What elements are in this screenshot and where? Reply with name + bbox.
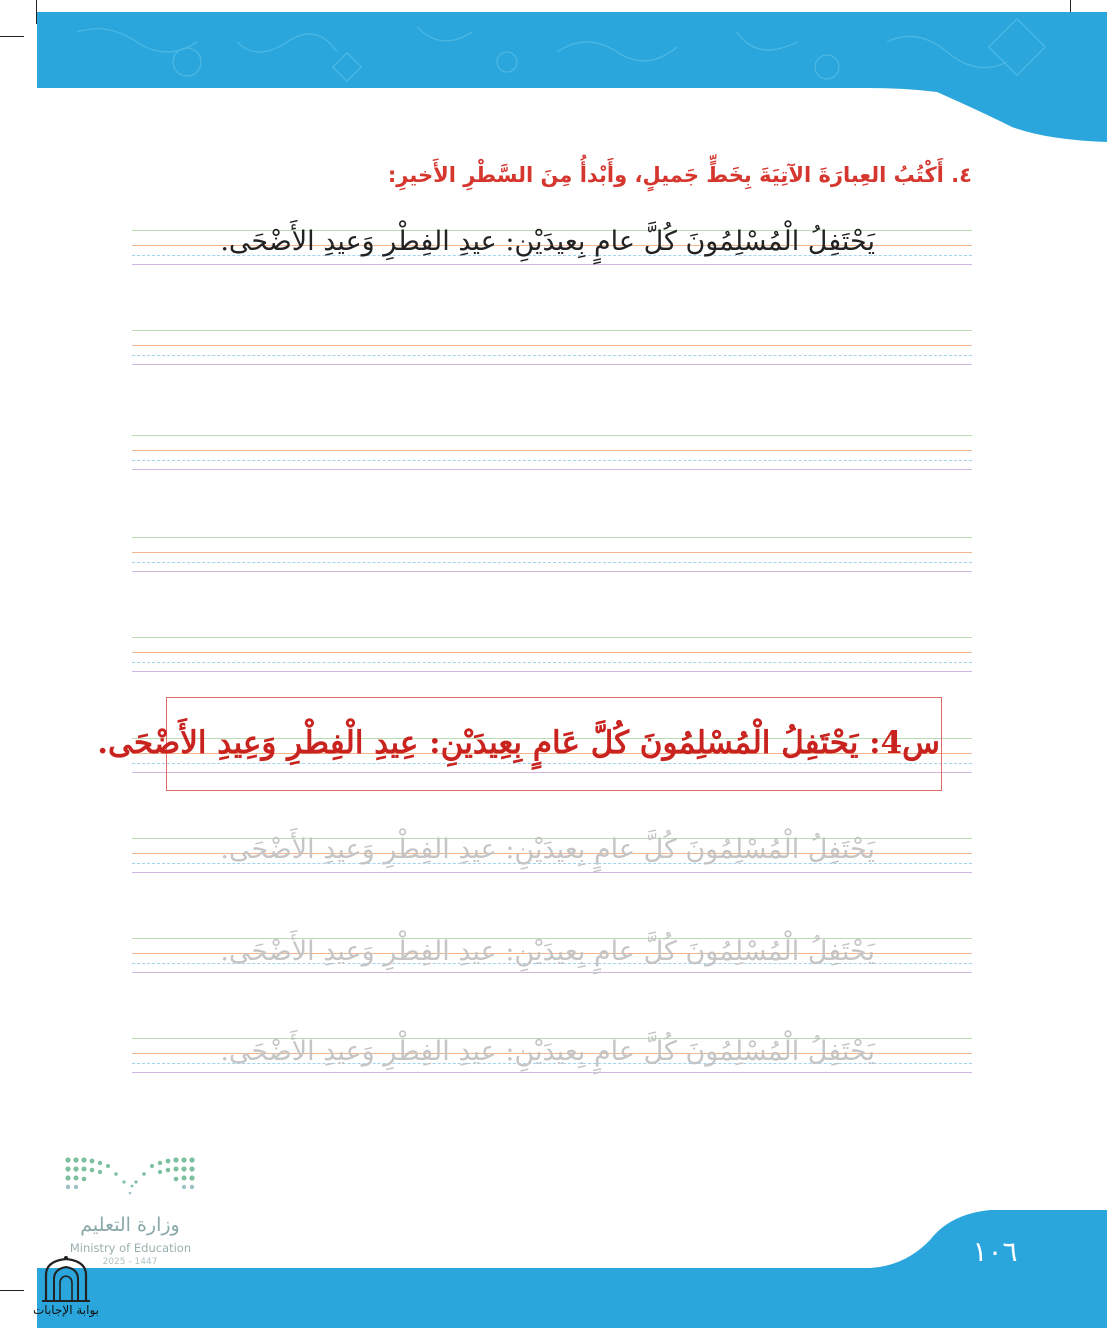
watermark-label: بوابة الإجابات — [32, 1303, 99, 1317]
ministry-name-arabic: وزارة التعليم — [80, 1214, 180, 1236]
answer-text: س4: يَحْتَفِلُ الْمُسْلِمُونَ كُلَّ عَامٍ بِعِيدَيْنِ: عِيدِ الْفِطْرِ وَعِيدِ الأَضْحَى. — [97, 725, 940, 761]
ministry-name-english: Ministry of Education — [69, 1241, 192, 1255]
writing-row — [132, 537, 972, 581]
ministry-year: 2025 - 1447 — [102, 1257, 158, 1267]
faded-trace-line: يَحْتَفِلُ الْمُسْلِمُونَ كُلَّ عامٍ بِعيدَيْنِ: عيدِ الفِطْرِ وَعيدِ الأَضْحَى. — [220, 834, 875, 865]
gate-logo-icon — [40, 1255, 92, 1303]
model-sentence: يَحْتَفِلُ الْمُسْلِمُونَ كُلَّ عامٍ بِعيدَيْنِ: عيدِ الفِطْرِ وَعيدِ الأَضْحَى. — [220, 226, 875, 257]
writing-row — [132, 435, 972, 479]
page-number: ١٠٦ — [972, 1235, 1018, 1268]
crop-mark — [0, 36, 24, 37]
faded-trace-line: يَحْتَفِلُ الْمُسْلِمُونَ كُلَّ عامٍ بِعيدَيْنِ: عيدِ الفِطْرِ وَعيدِ الأَضْحَى. — [220, 936, 875, 967]
writing-row — [132, 330, 972, 374]
header-band — [37, 12, 1107, 142]
ministry-logo-icon — [60, 1152, 200, 1198]
exercise-instruction: ٤. أَكْتُبُ العِبارَةَ الآتِيَةَ بِخَطٍّ جَميلٍ، وأَبْدأُ مِنَ السَّطْرِ الأَخيرِ: — [387, 163, 972, 187]
writing-row — [132, 637, 972, 681]
faded-trace-line: يَحْتَفِلُ الْمُسْلِمُونَ كُلَّ عامٍ بِعيدَيْنِ: عيدِ الفِطْرِ وَعيدِ الأَضْحَى. — [220, 1036, 875, 1067]
